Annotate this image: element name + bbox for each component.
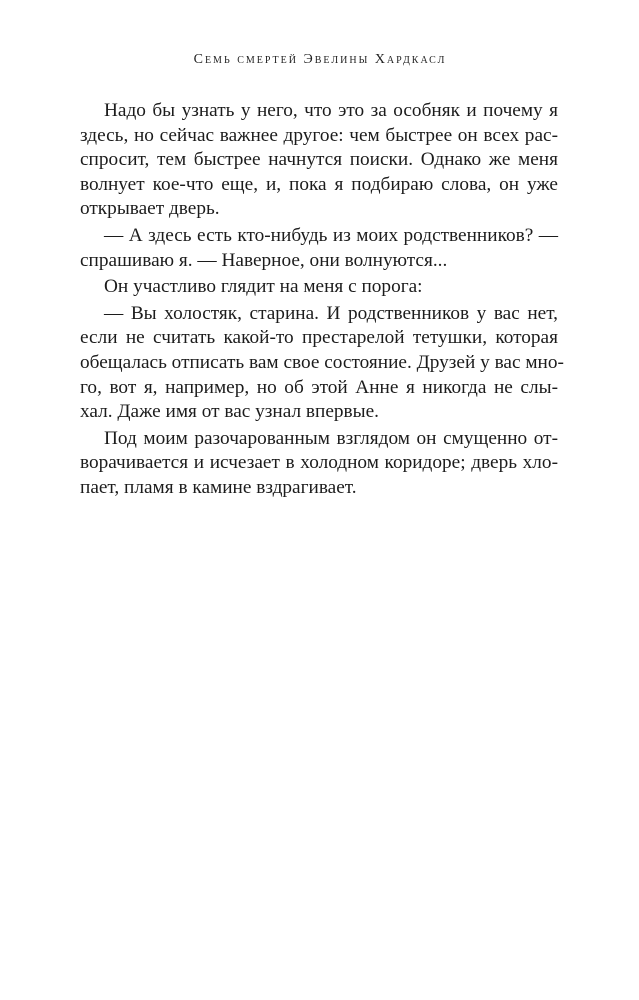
text-line: хал. Даже имя от вас узнал впервые.: [80, 401, 379, 423]
text-line: пает, пламя в камине вздрагивает.: [80, 476, 357, 498]
text-line: го, вот я, например, но об этой Анне я никогда не слы-: [80, 376, 558, 398]
text-line: Под моим разочарованным взглядом он смущенно от-: [104, 427, 558, 449]
text-line: — Вы холостяк, старина. И родственников у вас нет,: [104, 302, 558, 324]
paragraph: [80, 275, 558, 300]
text-line: — А здесь есть кто-нибудь из моих родственников? —: [104, 224, 558, 246]
paragraph: [80, 302, 564, 425]
text-line: здесь, но сейчас важнее другое: чем быстрее он всех рас-: [80, 124, 558, 146]
running-head: Семь смертей Эвелины Хардкасл: [193, 52, 447, 67]
text-line: Он участливо глядит на меня с порога:: [104, 276, 423, 298]
paragraph: [80, 224, 558, 273]
text-line: обещалась отписать вам свое состояние. Друзей у вас мно-: [80, 351, 564, 373]
paragraph: [80, 99, 558, 222]
text-line: ворачивается и исчезает в холодном коридоре; дверь хло-: [80, 452, 558, 474]
body-text: [80, 99, 564, 503]
text-line: если не считать какой-то престарелой тетушки, которая: [80, 327, 558, 349]
text-line: волнует кое-что еще, и, пока я подбираю слова, он уже: [80, 173, 558, 195]
text-line: спросит, тем быстрее начнутся поиски. Однако же меня: [80, 149, 558, 171]
text-line: спрашиваю я. — Наверное, они волнуются...: [80, 249, 448, 271]
text-line: Надо бы узнать у него, что это за особняк и почему я: [104, 100, 558, 121]
text-line: открывает дверь.: [80, 198, 220, 220]
paragraph: [80, 427, 558, 501]
